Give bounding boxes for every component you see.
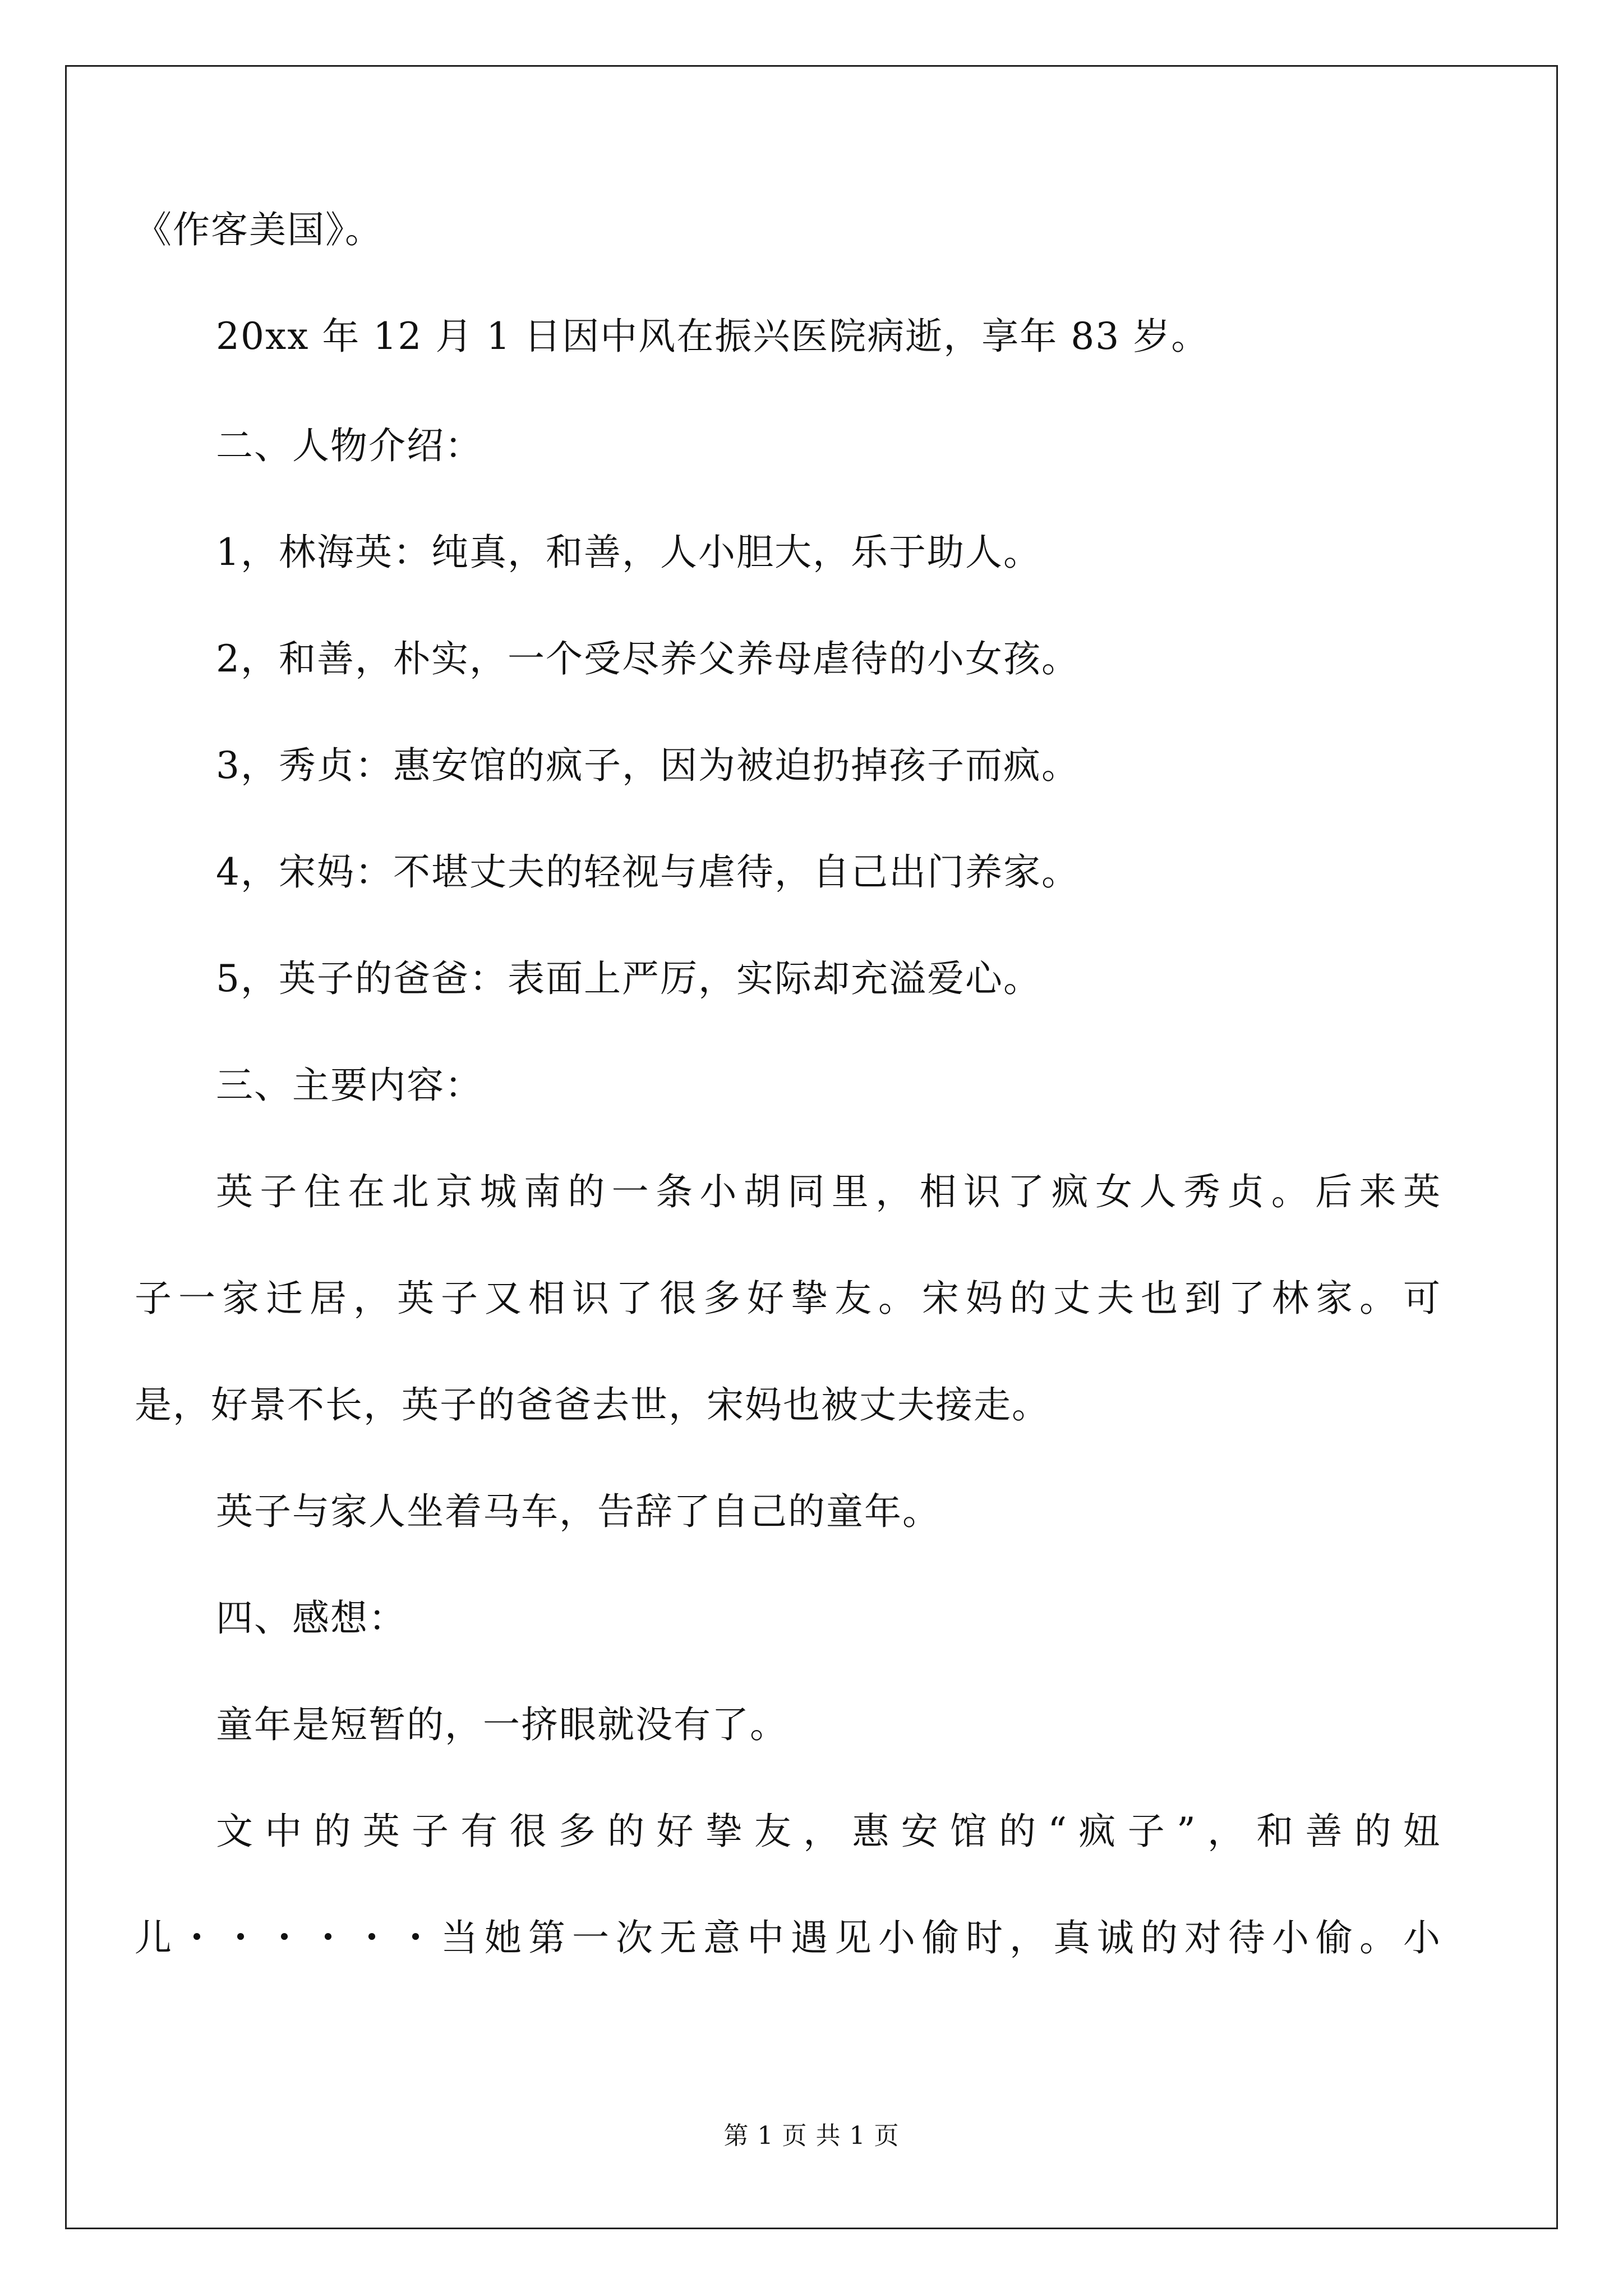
section-heading: 二、人物介绍： <box>216 424 483 467</box>
text-line: 子一家迁居，英子又相识了很多好挚友。宋妈的丈夫也到了林家。可 <box>135 1277 1441 1320</box>
text-line: 2，和善，朴实，一个受尽养父养母虐待的小女孩。 <box>216 637 1080 680</box>
text-line: 《作客美国》。 <box>135 208 383 251</box>
text-line: 英子与家人坐着马车，告辞了自己的童年。 <box>216 1490 940 1533</box>
text-line: 20xx 年 12 月 1 日因中风在振兴医院病逝，享年 83 岁。 <box>216 315 1210 358</box>
text-line: 英子住在北京城南的一条小胡同里，相识了疯女人秀贞。后来英 <box>216 1170 1441 1213</box>
section-heading: 三、主要内容： <box>216 1064 483 1107</box>
text-line: 儿・・・・・・当她第一次无意中遇见小偷时，真诚的对待小偷。小 <box>135 1916 1441 1959</box>
text-line: 3，秀贞：惠安馆的疯子，因为被迫扔掉孩子而疯。 <box>216 744 1080 787</box>
section-heading: 四、感想： <box>216 1596 407 1640</box>
page-border <box>65 65 1558 2229</box>
text-line: 童年是短暂的，一挤眼就没有了。 <box>216 1703 788 1746</box>
text-line: 文中的英子有很多的好挚友，惠安馆的“疯子”，和善的妞 <box>216 1810 1441 1853</box>
text-line: 4，宋妈：不堪丈夫的轻视与虐待，自己出门养家。 <box>216 850 1080 894</box>
text-line: 是，好景不长，英子的爸爸去世，宋妈也被丈夫接走。 <box>135 1383 1050 1427</box>
page-number: 第 1 页 共 1 页 <box>723 2122 900 2150</box>
text-line: 1，林海英：纯真，和善，人小胆大，乐于助人。 <box>216 531 1041 574</box>
text-line: 5，英子的爸爸：表面上严厉，实际却充溢爱心。 <box>216 957 1041 1000</box>
